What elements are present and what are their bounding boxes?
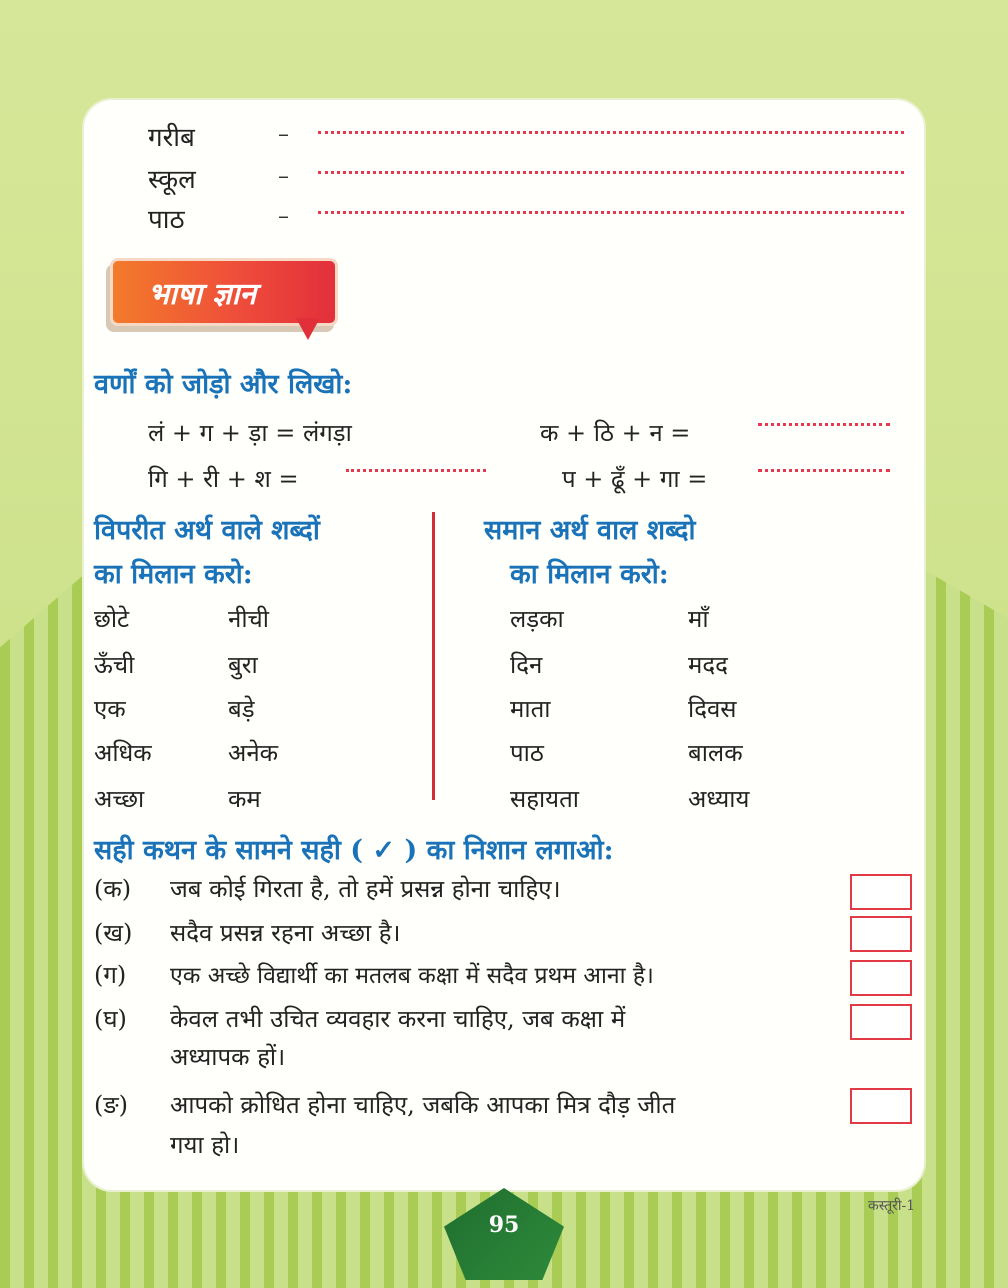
synonym-heading: का मिलान करो:: [510, 559, 669, 590]
statement-text: जब कोई गिरता है, तो हमें प्रसन्न होना चाहिए।: [170, 875, 561, 903]
opposite-right-word: कम: [228, 785, 261, 813]
opposite-right-word: अनेक: [228, 739, 279, 767]
join-item: गि + री + श =: [148, 465, 299, 493]
word-row-label: स्कूल: [148, 165, 196, 195]
answer-blank[interactable]: [346, 468, 486, 472]
opposite-right-word: बुरा: [228, 651, 258, 679]
synonym-right-word: मदद: [688, 651, 728, 679]
join-item: प + ढूँ + गा =: [562, 465, 708, 493]
synonym-left-word: लड़का: [510, 605, 564, 633]
join-item: क + ठि + न =: [540, 419, 691, 447]
join-item: लं + ग + ड़ा = लंगड़ा: [148, 419, 352, 447]
statement-text-continued: अध्यापक हों।: [170, 1043, 286, 1071]
statement-text: एक अच्छे विद्यार्थी का मतलब कक्षा में सदैव प्रथम आना है।: [170, 963, 654, 989]
statement-marker: (घ): [94, 1005, 127, 1033]
word-row-label: पाठ: [148, 205, 185, 235]
answer-checkbox[interactable]: [850, 874, 912, 910]
opposite-left-word: अधिक: [94, 739, 152, 767]
synonym-right-word: अध्याय: [688, 785, 750, 813]
answer-checkbox[interactable]: [850, 1088, 912, 1124]
answer-checkbox[interactable]: [850, 960, 912, 996]
statement-marker: (ख): [94, 919, 133, 947]
word-row-dash: –: [278, 204, 289, 229]
answer-blank[interactable]: [318, 170, 904, 174]
synonym-right-word: बालक: [688, 739, 743, 767]
statement-heading: सही कथन के सामने सही ( ✓ ) का निशान लगाओ:: [94, 835, 614, 866]
statement-text: केवल तभी उचित व्यवहार करना चाहिए, जब कक्षा में: [170, 1005, 626, 1033]
badge-tail: [296, 318, 320, 340]
opposite-left-word: अच्छा: [94, 785, 145, 813]
opposite-right-word: बड़े: [228, 695, 255, 723]
opposite-right-word: नीची: [228, 605, 269, 633]
synonym-left-word: माता: [510, 695, 551, 723]
opposite-left-word: छोटे: [94, 605, 130, 633]
word-row-dash: –: [278, 164, 289, 189]
column-divider: [432, 512, 435, 800]
statement-text-continued: गया हो।: [170, 1131, 240, 1159]
synonym-left-word: पाठ: [510, 739, 544, 767]
answer-blank[interactable]: [318, 130, 904, 134]
book-title: कस्तूरी-1: [868, 1198, 916, 1214]
synonym-left-word: दिन: [510, 651, 543, 679]
word-row-label: गरीब: [148, 123, 195, 153]
statement-text: सदैव प्रसन्न रहना अच्छा है।: [170, 919, 401, 947]
opposite-left-word: एक: [94, 695, 126, 723]
synonym-heading: समान अर्थ वाल शब्दो: [484, 515, 696, 546]
word-row-dash: –: [278, 122, 289, 147]
statement-marker: (ग): [94, 961, 127, 989]
answer-checkbox[interactable]: [850, 916, 912, 952]
badge-label: भाषा ज्ञान: [148, 277, 257, 312]
answer-blank[interactable]: [318, 210, 904, 214]
opposite-left-word: ऊँची: [94, 651, 135, 679]
statement-text: आपको क्रोधित होना चाहिए, जबकि आपका मित्र दौड़ जीत: [170, 1091, 676, 1119]
join-heading: वर्णों को जोड़ो और लिखो:: [94, 369, 353, 400]
answer-blank[interactable]: [758, 468, 890, 472]
answer-checkbox[interactable]: [850, 1004, 912, 1040]
opposite-heading: विपरीत अर्थ वाले शब्दों: [94, 515, 320, 546]
page-number: 95: [488, 1212, 520, 1238]
answer-blank[interactable]: [758, 422, 890, 426]
synonym-right-word: दिवस: [688, 695, 737, 723]
statement-marker: (ङ): [94, 1091, 129, 1119]
synonym-left-word: सहायता: [510, 785, 579, 813]
opposite-heading: का मिलान करो:: [94, 559, 253, 590]
statement-marker: (क): [94, 875, 132, 903]
synonym-right-word: माँ: [688, 605, 709, 633]
